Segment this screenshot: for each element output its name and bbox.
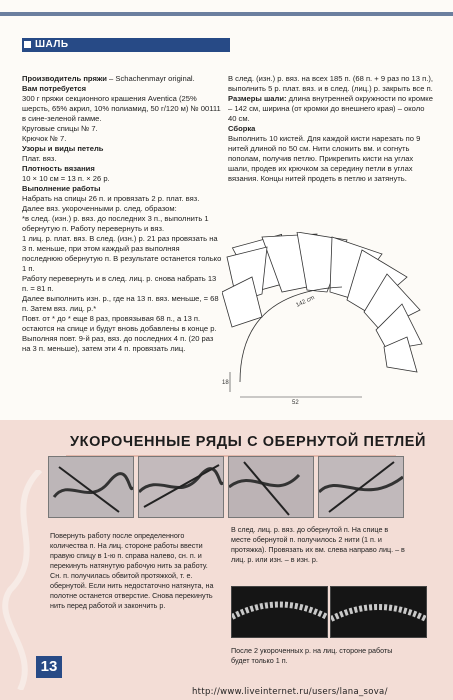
instruction-line [228, 134, 433, 184]
instruction-line [228, 74, 433, 94]
step-photo-2 [138, 456, 224, 518]
instructions-left-column [22, 74, 222, 354]
instruction-text: Набрать на спицы 26 п. и провязать 2 р. плат. вяз. [22, 194, 200, 203]
instruction-heading: Плотность вязания [22, 164, 95, 173]
step-photo-4 [318, 456, 404, 518]
source-url: http://www.liveinternet.ru/users/lana_sova/ [192, 687, 388, 697]
instruction-heading: Размеры шали: [228, 94, 287, 103]
page-number: 13 [36, 656, 62, 678]
shawl-schematic-diagram [222, 232, 427, 407]
instruction-line [22, 94, 222, 124]
section-header [22, 38, 230, 52]
instruction-text: Работу перевернуть и в след. лиц. р. снова набрать 13 п. = 81 п. [22, 274, 217, 293]
top-rule [0, 12, 453, 16]
step-text-3: После 2 укороченных р. на лиц. стороне работы будет только 1 п. [231, 646, 393, 665]
result-photo-1 [231, 586, 328, 638]
instruction-text: Крючок № 7. [22, 134, 67, 143]
instruction-heading: Вам потребуется [22, 84, 87, 93]
instruction-text: Плат. вяз. [22, 154, 57, 163]
instruction-heading: Сборка [228, 124, 256, 133]
instruction-line [22, 314, 222, 334]
instruction-text: – Schachenmayr original. [106, 74, 195, 83]
instruction-text: Выполняя повт. 9-й раз, вяз. до последних 4 п. (20 раз на 3 п. меньше), затем эти 4 п. провязать лиц. [22, 334, 214, 353]
instruction-line [22, 144, 222, 154]
instruction-text: Повт. от * до * еще 8 раз, провязывая 68 п., а 13 п. остаются на спице и будут вновь добавлены в конце р. [22, 314, 217, 333]
instruction-text: *в след. (изн.) р. вяз. до последних 3 п., выполнить 1 обернутую п. Работу перевернуть и вяз. [22, 214, 209, 233]
instruction-line [22, 154, 222, 164]
square-bullet-icon [24, 41, 31, 48]
instruction-line [22, 334, 222, 354]
instruction-text: Выполнить 10 кистей. Для каждой кисти нарезать по 9 нитей длиной по 50 см. Нити сложить вм. и согнуть пополам, получив петлю. Прикрепить кисти на углах шали, продев их крючком за середину петли в углах вязания. Концы нитей продеть в петлю и затянуть. [228, 134, 421, 183]
instruction-line [22, 204, 222, 214]
instruction-text: длина внутренней окружности по кромке – 142 см, ширина (от кромки до внешнего края) – около 40 см. [228, 94, 433, 123]
instruction-line [228, 94, 433, 124]
instruction-text: Круговые спицы № 7. [22, 124, 98, 133]
instruction-line [22, 134, 222, 144]
instruction-heading: Узоры и виды петель [22, 144, 104, 153]
instruction-line [22, 174, 222, 184]
instruction-line [22, 294, 222, 314]
instruction-heading: Выполнение работы [22, 184, 101, 193]
instruction-line [22, 234, 222, 274]
step-text-2: В след. лиц. р. вяз. до обернутой п. На спице в месте обернутой п. получилось 2 нити (1 п. и протяжка). Провязать их вм. слева направо лиц. – в лиц. р. или изн. – в изн. р. [231, 525, 405, 564]
result-photo-2 [330, 586, 427, 638]
instruction-line [228, 124, 433, 134]
instruction-text: В след. (изн.) р. вяз. на всех 185 п. (68 п. + 9 раз по 13 п.), выполнить 5 р. плат. вяз. и в след. (лиц.) р. закрыть все п. [228, 74, 433, 93]
section-title: ШАЛЬ [35, 39, 69, 50]
instruction-heading: Производитель пряжи [22, 74, 107, 83]
instruction-line [22, 184, 222, 194]
shawl-wedges [222, 232, 422, 372]
step-photo-3 [228, 456, 314, 518]
arc-length-label: 142 cm [295, 295, 316, 309]
instruction-text: Далее вяз. укороченными р. след. образом: [22, 204, 177, 213]
step-text-1: Повернуть работу после определенного количества п. На лиц. стороне работы ввести правую спицу в 1-ю п. справа налево, сн. п. и перекинуть натянутую рабочую нить за работу. Сн. п. получилась обвитой протяжкой, т. е. обернутой. Если нить недостаточно натянута, на полотне останется отверстие. Снова перекинуть нить перед работой и закончить р. [50, 531, 214, 610]
instruction-text: 300 г пряжи секционного крашения Aventica (25% шерсть, 65% акрил, 10% полиамид, 50 г/120 м) № 00111 в сине-зеленой гамме. [22, 94, 221, 123]
instruction-text: 1 лиц. р. плат. вяз. В след. (изн.) р. 21 раз провязать на 3 п. меньше, при этом каждый раз выполняя последнюю обернутую п. В результате останется только 1 п. [22, 234, 222, 273]
instruction-line [22, 74, 222, 84]
instruction-line [22, 274, 222, 294]
height-label: 18 [222, 380, 229, 386]
instruction-text: Далее выполнить изн. р., где на 13 п. вяз. меньше, = 68 п. Затем вяз. лиц. р.* [22, 294, 219, 313]
tutorial-title [70, 434, 426, 450]
tutorial-title-text: УКОРОЧЕННЫЕ РЯДЫ С ОБЕРНУТОЙ ПЕТЛЕЙ [70, 434, 427, 450]
instruction-line [22, 214, 222, 234]
instruction-text: 10 × 10 см = 13 п. × 26 р. [22, 174, 110, 183]
instructions-right-column [228, 74, 433, 184]
width-label: 52 [292, 400, 299, 406]
step-photo-1 [48, 456, 134, 518]
instruction-line [22, 124, 222, 134]
instruction-line [22, 164, 222, 174]
instruction-line [22, 84, 222, 94]
instruction-line [22, 194, 222, 204]
